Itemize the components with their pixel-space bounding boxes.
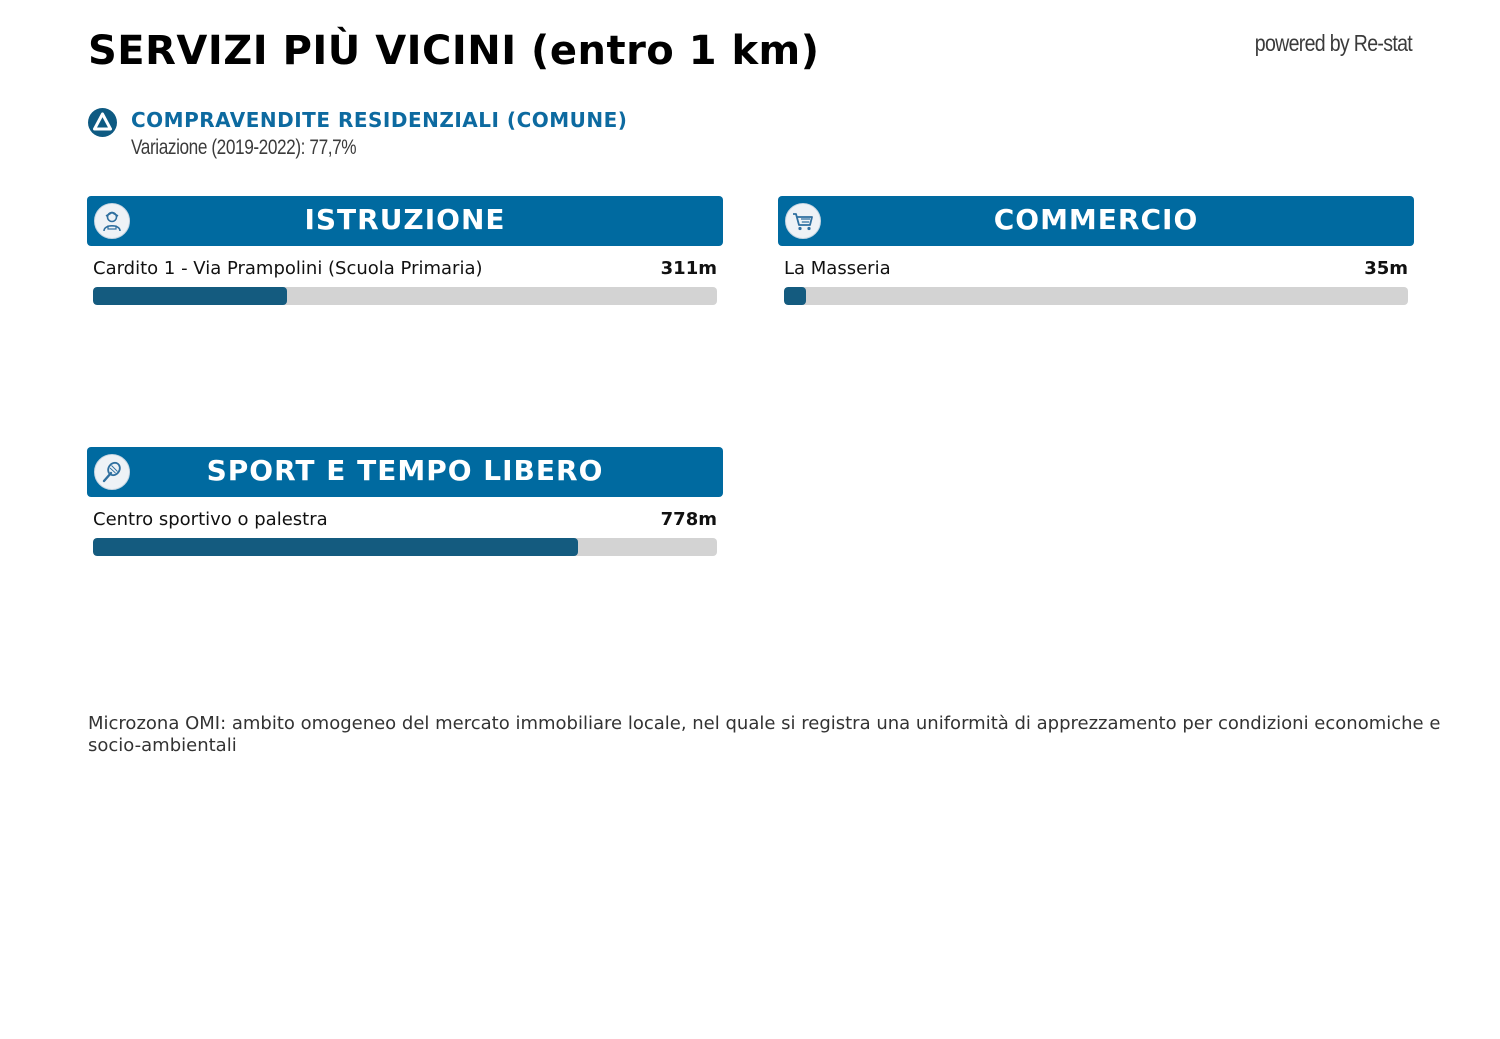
card-header-sport <box>87 447 723 497</box>
item-name: La Masseria <box>784 258 891 279</box>
item-distance: 778m <box>660 509 717 530</box>
item-distance: 311m <box>660 258 717 279</box>
item-name: Cardito 1 - Via Prampolini (Scuola Primaria) <box>93 258 483 279</box>
card-header-commercio <box>778 196 1414 246</box>
distance-bar-fill <box>784 287 806 305</box>
triangle-up-icon <box>88 108 117 137</box>
item-name: Centro sportivo o palestra <box>93 509 328 530</box>
card-title-istruzione: ISTRUZIONE <box>304 203 506 236</box>
card-commercio <box>778 196 1414 306</box>
card-sport <box>87 447 723 557</box>
page-title: SERVIZI PIÙ VICINI (entro 1 km) <box>88 28 820 74</box>
trend-subtitle: Variazione (2019-2022): 77,7% <box>131 136 357 159</box>
powered-by: powered by Re-stat <box>1254 30 1412 56</box>
list-item <box>87 509 723 557</box>
card-title-sport: SPORT E TEMPO LIBERO <box>206 454 604 487</box>
trend-title: COMPRAVENDITE RESIDENZIALI (COMUNE) <box>131 108 628 132</box>
distance-bar-track <box>93 538 717 556</box>
card-title-commercio: COMMERCIO <box>993 203 1199 236</box>
card-istruzione <box>87 196 723 306</box>
distance-bar-fill <box>93 287 287 305</box>
distance-bar-fill <box>93 538 578 556</box>
item-distance: 35m <box>1364 258 1408 279</box>
distance-bar-track <box>93 287 717 305</box>
footnote: Microzona OMI: ambito omogeneo del mercato immobiliare locale, nel quale si registra una uniformità di apprezzamento per condizioni economiche e socio-ambientali <box>88 713 1441 756</box>
list-item <box>87 258 723 306</box>
distance-bar-track <box>784 287 1408 305</box>
card-header-istruzione <box>87 196 723 246</box>
list-item <box>778 258 1414 306</box>
